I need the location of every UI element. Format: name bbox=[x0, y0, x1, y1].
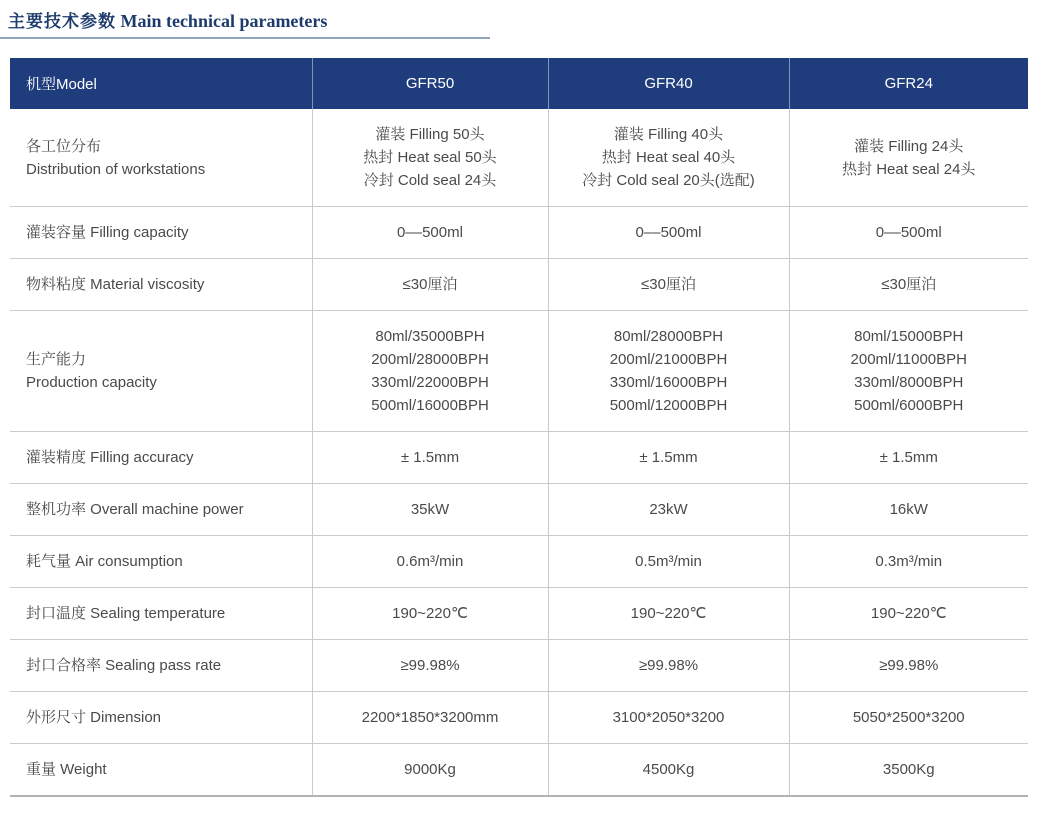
value-line: ± 1.5mm bbox=[639, 449, 698, 466]
value-line: 190~220℃ bbox=[870, 605, 947, 622]
row-value-cell bbox=[312, 259, 548, 311]
row-label-cell bbox=[10, 536, 312, 588]
row-label-cell bbox=[10, 640, 312, 692]
row-label-line: Distribution of workstations bbox=[26, 160, 206, 178]
table-row bbox=[10, 484, 1028, 536]
value-line: ≥99.98% bbox=[879, 657, 939, 674]
value-line: 35kW bbox=[410, 501, 450, 518]
value-line: 4500Kg bbox=[642, 761, 695, 778]
value-line: 500ml/16000BPH bbox=[371, 397, 489, 414]
table-row bbox=[10, 692, 1028, 744]
row-label-line: 耗气量 Air consumption bbox=[26, 553, 183, 570]
row-value-cell bbox=[548, 484, 789, 536]
page-title-zh: 主要技术参数 bbox=[8, 12, 116, 31]
row-label-line: 生产能力 bbox=[26, 351, 87, 368]
value-line: ≤30厘泊 bbox=[641, 276, 696, 293]
value-line: 330ml/8000BPH bbox=[854, 374, 964, 391]
row-value-cell bbox=[312, 109, 548, 207]
value-line: 冷封 Cold seal 24头 bbox=[363, 172, 497, 189]
row-value-cell bbox=[312, 484, 548, 536]
table-row bbox=[10, 588, 1028, 640]
value-line: 200ml/21000BPH bbox=[609, 351, 728, 368]
row-value-cell bbox=[789, 432, 1028, 484]
value-line: 80ml/35000BPH bbox=[375, 328, 485, 345]
value-line: 0––500ml bbox=[397, 224, 463, 241]
row-label-cell bbox=[10, 259, 312, 311]
value-line: ≥99.98% bbox=[400, 657, 460, 674]
row-label-line: Production capacity bbox=[26, 374, 157, 391]
page-title-en: Main technical parameters bbox=[120, 11, 328, 31]
value-line: 2200*1850*3200mm bbox=[361, 709, 499, 726]
value-line: 热封 Heat seal 24头 bbox=[842, 160, 976, 178]
row-value-cell bbox=[548, 744, 789, 797]
row-value-cell bbox=[312, 588, 548, 640]
row-label-line: 灌装精度 Filling accuracy bbox=[26, 449, 194, 466]
row-label-cell bbox=[10, 692, 312, 744]
table-row bbox=[10, 207, 1028, 259]
value-line: 23kW bbox=[649, 501, 688, 518]
row-value-cell bbox=[789, 640, 1028, 692]
value-line: 500ml/12000BPH bbox=[609, 397, 728, 414]
row-value-cell bbox=[548, 207, 789, 259]
parameters-table bbox=[10, 58, 1028, 797]
header-cell-gfr24: GFR24 bbox=[789, 58, 1028, 109]
row-value-cell bbox=[312, 207, 548, 259]
header-cell-gfr50: GFR50 bbox=[312, 58, 548, 109]
value-line: 500ml/6000BPH bbox=[854, 397, 964, 414]
row-label-cell bbox=[10, 432, 312, 484]
value-line: 灌装 Filling 50头 bbox=[375, 126, 485, 143]
table-row bbox=[10, 640, 1028, 692]
value-line: 80ml/15000BPH bbox=[854, 328, 964, 345]
table-row bbox=[10, 311, 1028, 432]
value-line: 190~220℃ bbox=[630, 605, 707, 622]
value-line: ≤30厘泊 bbox=[881, 276, 937, 293]
value-line: 80ml/28000BPH bbox=[613, 328, 724, 345]
row-value-cell bbox=[312, 311, 548, 432]
table-header-row bbox=[10, 58, 1028, 109]
value-line: 灌装 Filling 40头 bbox=[613, 126, 724, 143]
row-value-cell bbox=[789, 259, 1028, 311]
value-line: 3500Kg bbox=[882, 761, 935, 778]
value-line: 3100*2050*3200 bbox=[612, 709, 725, 726]
value-line: 200ml/28000BPH bbox=[371, 351, 489, 368]
row-label-line: 重量 Weight bbox=[26, 761, 107, 778]
value-line: 冷封 Cold seal 20头(选配) bbox=[582, 172, 755, 189]
row-value-cell bbox=[548, 432, 789, 484]
value-line: 0––500ml bbox=[875, 224, 942, 241]
row-label-line: 灌装容量 Filling capacity bbox=[26, 224, 189, 241]
row-label-cell bbox=[10, 109, 312, 207]
table-row bbox=[10, 259, 1028, 311]
value-line: 热封 Heat seal 50头 bbox=[363, 149, 497, 166]
row-label-line: 外形尺寸 Dimension bbox=[26, 709, 162, 726]
value-line: ± 1.5mm bbox=[400, 449, 460, 466]
value-line: 330ml/22000BPH bbox=[371, 374, 489, 391]
row-value-cell bbox=[312, 744, 548, 797]
row-value-cell bbox=[312, 432, 548, 484]
value-line: ≥99.98% bbox=[638, 657, 699, 674]
row-value-cell bbox=[548, 640, 789, 692]
row-value-cell bbox=[789, 536, 1028, 588]
row-value-cell bbox=[312, 640, 548, 692]
row-label-cell bbox=[10, 207, 312, 259]
header-cell-gfr40: GFR40 bbox=[548, 58, 789, 109]
row-value-cell bbox=[548, 536, 789, 588]
row-label-line: 各工位分布 bbox=[26, 137, 102, 155]
row-value-cell bbox=[789, 109, 1028, 207]
row-value-cell bbox=[789, 588, 1028, 640]
value-line: 200ml/11000BPH bbox=[850, 351, 967, 368]
value-line: 16kW bbox=[889, 501, 928, 518]
value-line: 热封 Heat seal 40头 bbox=[601, 149, 736, 166]
value-line: 330ml/16000BPH bbox=[609, 374, 728, 391]
value-line: 0.3m³/min bbox=[875, 553, 943, 570]
row-value-cell bbox=[548, 588, 789, 640]
value-line: 5050*2500*3200 bbox=[852, 709, 965, 726]
row-value-cell bbox=[789, 692, 1028, 744]
row-label-cell bbox=[10, 484, 312, 536]
row-value-cell bbox=[312, 692, 548, 744]
row-value-cell bbox=[548, 109, 789, 207]
value-line: ≤30厘泊 bbox=[402, 276, 458, 293]
row-value-cell bbox=[789, 311, 1028, 432]
row-label-cell bbox=[10, 311, 312, 432]
table-row bbox=[10, 109, 1028, 207]
value-line: 0.6m³/min bbox=[396, 553, 464, 570]
value-line: 灌装 Filling 24头 bbox=[854, 137, 964, 155]
value-line: 0––500ml bbox=[635, 224, 702, 241]
table-row bbox=[10, 432, 1028, 484]
row-label-cell bbox=[10, 744, 312, 797]
row-value-cell bbox=[548, 692, 789, 744]
row-label-line: 封口合格率 Sealing pass rate bbox=[26, 657, 222, 674]
row-value-cell bbox=[789, 207, 1028, 259]
row-label-cell bbox=[10, 588, 312, 640]
table-row bbox=[10, 536, 1028, 588]
row-label-line: 封口温度 Sealing temperature bbox=[26, 605, 226, 622]
value-line: 9000Kg bbox=[404, 761, 456, 778]
page-title bbox=[0, 0, 490, 39]
row-value-cell bbox=[789, 484, 1028, 536]
row-label-line: 整机功率 Overall machine power bbox=[26, 501, 244, 518]
row-value-cell bbox=[789, 744, 1028, 797]
row-label-line: 物料粘度 Material viscosity bbox=[26, 276, 205, 293]
value-line: 0.5m³/min bbox=[635, 553, 702, 570]
row-value-cell bbox=[548, 311, 789, 432]
value-line: 190~220℃ bbox=[392, 605, 468, 622]
row-value-cell bbox=[312, 536, 548, 588]
header-cell-model: 机型Model bbox=[10, 58, 312, 109]
table-body bbox=[10, 109, 1028, 796]
value-line: ± 1.5mm bbox=[879, 449, 938, 466]
row-value-cell bbox=[548, 259, 789, 311]
table-row bbox=[10, 744, 1028, 797]
